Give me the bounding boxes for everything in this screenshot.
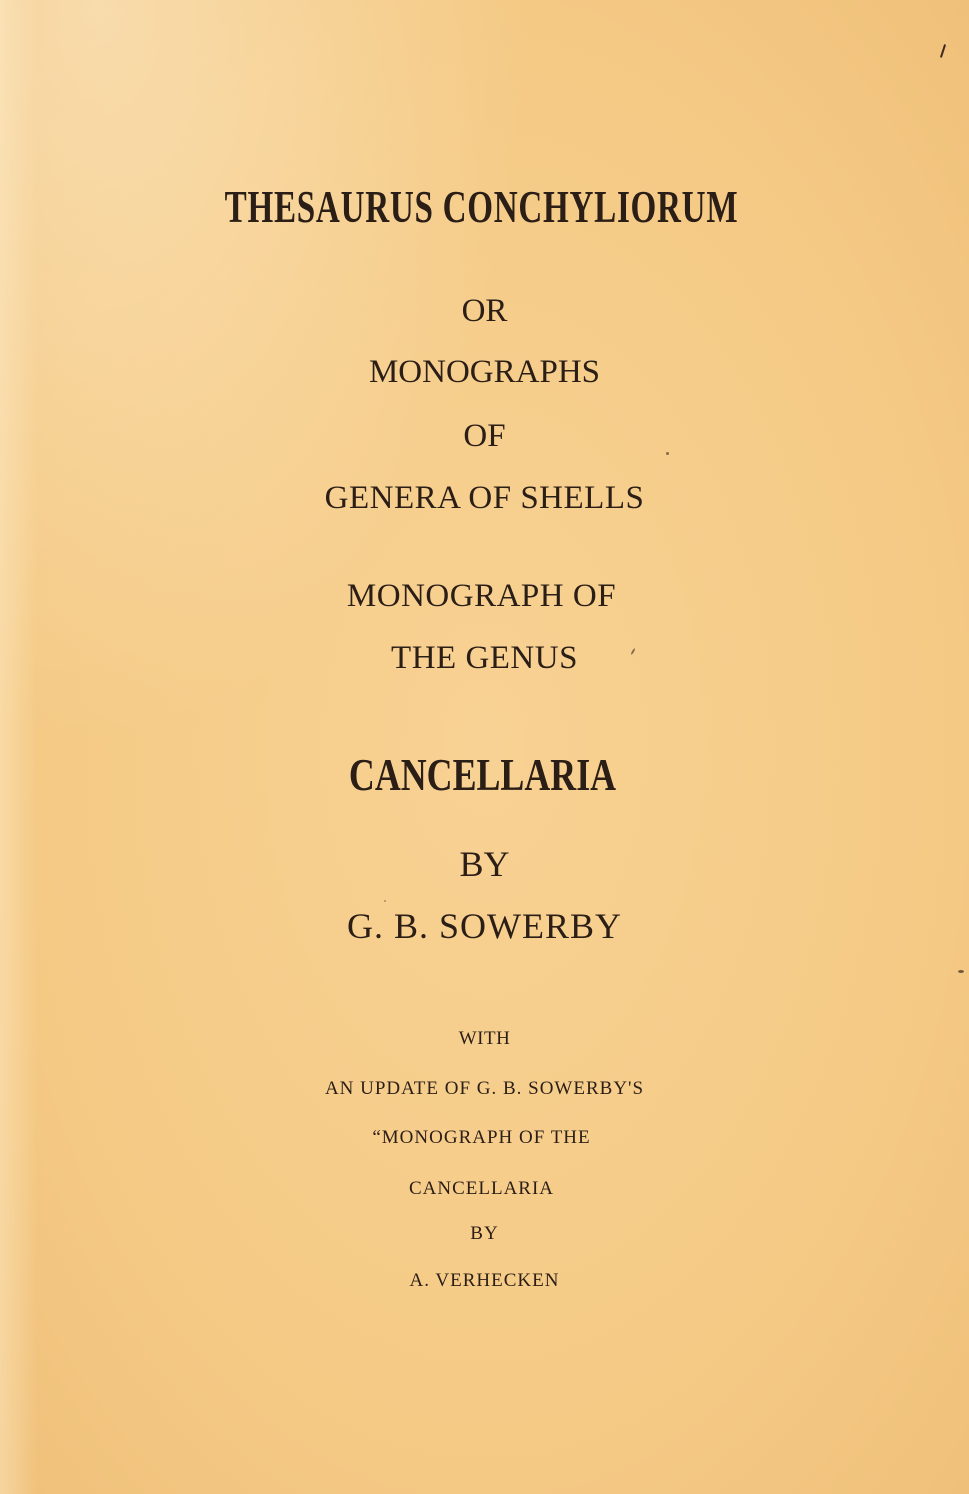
updater-name: A. VERHECKEN	[409, 1270, 560, 1291]
paper-speck	[958, 970, 964, 973]
monograph-of-text: MONOGRAPH OF	[346, 578, 617, 614]
update-text: AN UPDATE OF G. B. SOWERBY'S	[324, 1078, 645, 1099]
monographs-text: MONOGRAPHS	[368, 354, 601, 390]
by-text: BY	[459, 844, 510, 884]
or-text: OR	[461, 293, 508, 329]
author-name: G. B. SOWERBY	[346, 906, 623, 946]
monograph-quote-text: “MONOGRAPH OF THE	[372, 1127, 591, 1148]
paper-speck	[940, 44, 946, 58]
series-title: THESAURUS CONCHYLIORUM	[224, 181, 739, 232]
cancellaria-small-text: CANCELLARIA	[408, 1178, 555, 1199]
with-text: WITH	[458, 1028, 511, 1049]
paper-speck	[666, 452, 669, 455]
genus-title: CANCELLARIA	[348, 749, 617, 800]
of-text: OF	[463, 418, 506, 454]
by-small-text: BY	[470, 1223, 499, 1244]
genera-text: GENERA OF SHELLS	[324, 480, 645, 516]
the-genus-text: THE GENUS	[391, 640, 578, 676]
paper-speck	[384, 900, 386, 902]
